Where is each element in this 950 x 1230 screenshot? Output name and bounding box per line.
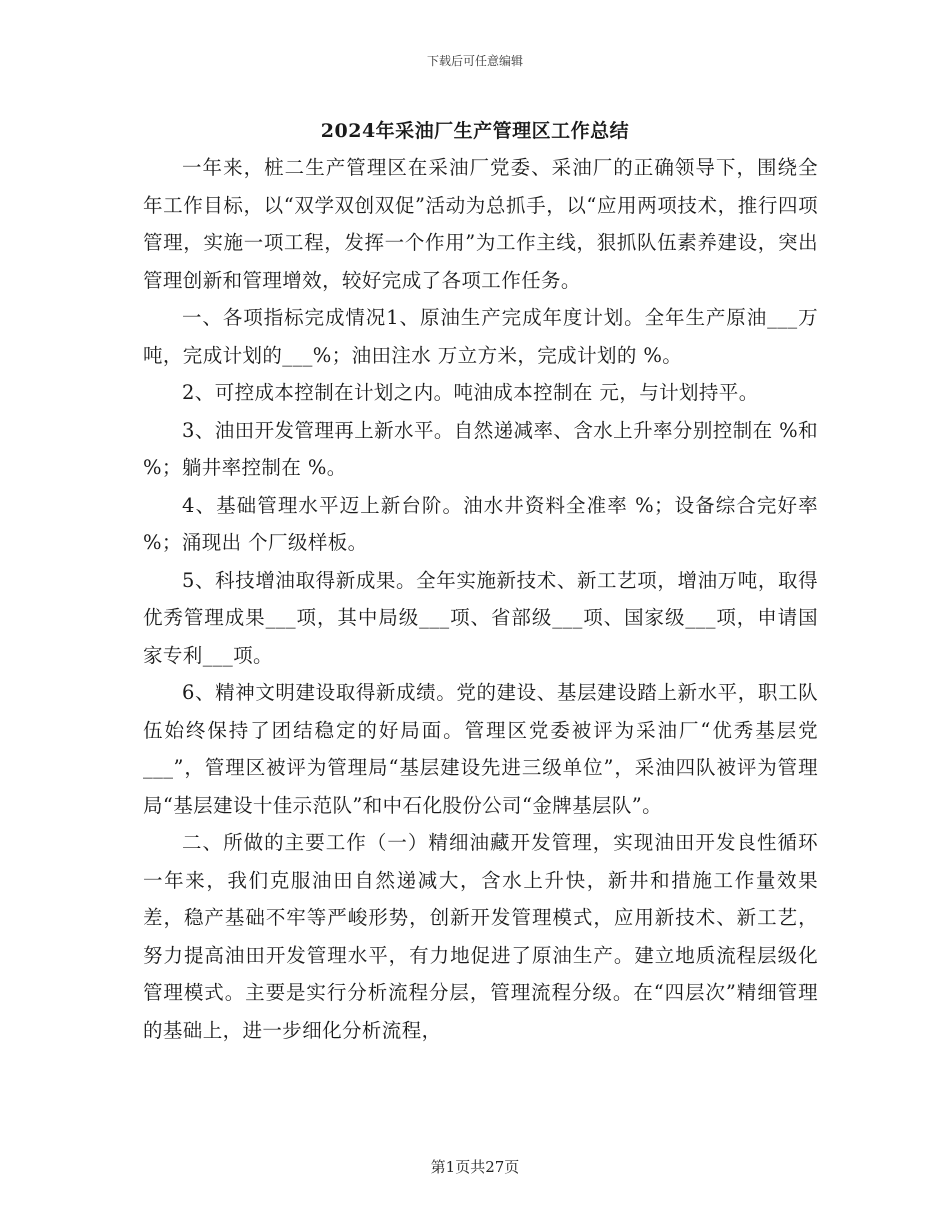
paragraph-main-work: 二、所做的主要工作（一）精细油藏开发管理，实现油田开发良性循环一年来，我们克服油田自然递减大，含水上升快，新井和措施工作量效果差，稳产基础不牢等严峻形势，创新开发管理模式，应用新技术、新工艺，努力提高油田开发管理水平，有力地促进了原油生产。建立地质流程层级化管理模式。主要是实行分析流程分层，管理流程分级。在“四层次”精细管理的基础上，进一步细化分析流程， bbox=[143, 831, 818, 1042]
document-body bbox=[143, 149, 818, 1049]
paragraph-management: 4、基础管理水平迈上新台阶。油水井资料全准率 %；设备综合完好率 %；涌现出 个厂级样板。 bbox=[143, 493, 818, 554]
paragraph-indicators: 一、各项指标完成情况1、原油生产完成年度计划。全年生产原油___万吨，完成计划的___%；油田注水 万立方米，完成计划的 %。 bbox=[143, 306, 818, 367]
document-title: 2024年采油厂生产管理区工作总结 bbox=[320, 120, 630, 142]
paragraph-development: 3、油田开发管理再上新水平。自然递减率、含水上升率分别控制在 %和 %；躺井率控制在 %。 bbox=[143, 418, 818, 479]
header-note: 下载后可任意编辑 bbox=[426, 54, 523, 68]
paragraph-technology: 5、科技增油取得新成果。全年实施新技术、新工艺项，增油万吨，取得优秀管理成果___项，其中局级___项、省部级___项、国家级___项，申请国家专利___项。 bbox=[143, 568, 818, 667]
paragraph-cost: 2、可控成本控制在计划之内。吨油成本控制在 元，与计划持平。 bbox=[182, 381, 759, 404]
paragraph-intro: 一年来，桩二生产管理区在采油厂党委、采油厂的正确领导下，围绕全年工作目标，以“双学双创双促”活动为总抓手，以“应用两项技术，推行四项管理，实施一项工程，发挥一个作用”为工作主线，狠抓队伍素养建设，突出管理创新和管理增效，较好完成了各项工作任务。 bbox=[143, 156, 818, 292]
page-number-footer: 第1页共27页 bbox=[430, 1158, 520, 1176]
paragraph-civilization: 6、精神文明建设取得新成绩。党的建设、基层建设踏上新水平，职工队伍始终保持了团结稳定的好局面。管理区党委被评为采油厂“优秀基层党___”，管理区被评为管理局“基层建设先进三级单位”，采油四队被评为管理局“基层建设十佳示范队”和中石化股份公司“金牌基层队”。 bbox=[143, 681, 818, 817]
